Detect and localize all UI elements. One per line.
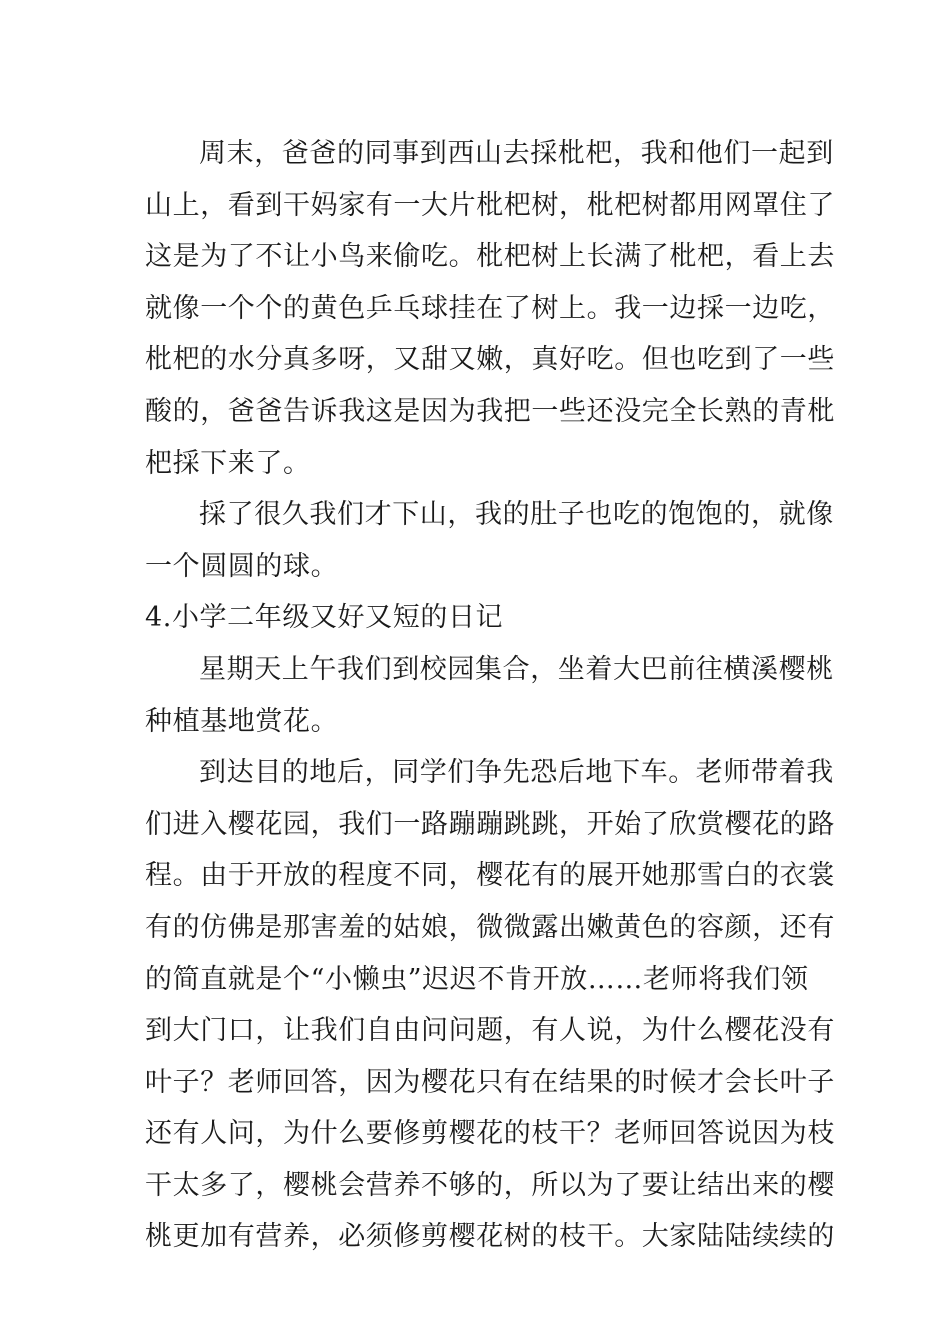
paragraph-line: 干太多了，樱桃会营养不够的，所以为了要让结出来的樱 xyxy=(145,1169,835,1201)
paragraph-line: 这是为了不让小鸟来偷吃。枇杷树上长满了枇杷，看上去 xyxy=(145,241,835,273)
paragraph-line: 种植基地赏花。 xyxy=(145,705,339,737)
paragraph-line: 枇杷的水分真多呀，又甜又嫩，真好吃。但也吃到了一些 xyxy=(145,344,835,376)
paragraph-line: 採了很久我们才下山，我的肚子也吃的饱饱的，就像 xyxy=(199,499,834,531)
paragraph-line: 杷採下来了。 xyxy=(145,447,311,479)
section-heading: 4.小学二年级又好又短的日记 xyxy=(145,602,504,634)
paragraph-line: 到大门口，让我们自由问问题，有人说，为什么樱花没有 xyxy=(145,1015,835,1047)
paragraph-line: 还有人问，为什么要修剪樱花的枝干？老师回答说因为枝 xyxy=(145,1118,835,1150)
paragraph-line: 酸的，爸爸告诉我这是因为我把一些还没完全长熟的青枇 xyxy=(145,395,835,427)
paragraph-line: 的简直就是个“小懒虫”迟迟不肯开放……老师将我们领 xyxy=(145,963,809,995)
paragraph-line: 周末，爸爸的同事到西山去採枇杷，我和他们一起到 xyxy=(199,138,834,169)
paragraph-line: 山上，看到干妈家有一大片枇杷树，枇杷树都用网罩住了 xyxy=(145,189,835,221)
paragraph-line: 就像一个个的黄色乒乓球挂在了树上。我一边採一边吃， xyxy=(145,292,835,324)
paragraph-line: 到达目的地后，同学们争先恐后地下车。老师带着我 xyxy=(199,757,834,789)
paragraph-line: 桃更加有营养，必须修剪樱花树的枝干。大家陆陆续续的 xyxy=(145,1221,835,1253)
document-body xyxy=(145,128,835,1263)
paragraph-line: 程。由于开放的程度不同，樱花有的展开她那雪白的衣裳 xyxy=(145,860,835,892)
paragraph-line: 叶子？老师回答，因为樱花只有在结果的时候才会长叶子 xyxy=(145,1066,835,1098)
paragraph-line: 们进入樱花园，我们一路蹦蹦跳跳，开始了欣赏樱花的路 xyxy=(145,808,835,840)
paragraph-line: 有的仿佛是那害羞的姑娘，微微露出嫩黄色的容颜，还有 xyxy=(145,911,835,943)
paragraph-line: 星期天上午我们到校园集合，坐着大巴前往横溪樱桃 xyxy=(199,653,834,685)
paragraph-line: 一个圆圆的球。 xyxy=(145,550,339,582)
